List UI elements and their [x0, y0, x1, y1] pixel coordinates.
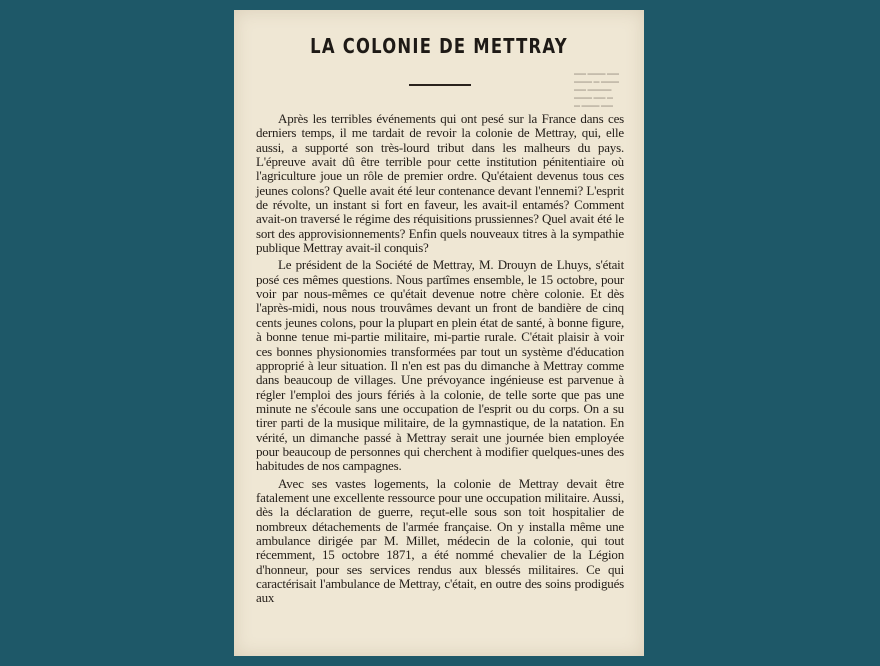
paragraph: Avec ses vastes logements, la colonie de Mettray devait être fatalement une excellente ressource pour une occupation militaire. Aussi, dès la déclaration de guerre, reçut-elle sous son toit hospitalier de nombreux détachements de l'armée française. On y installa même une ambulance dirigée par M. Millet, médecin de la colonie, qui tout récemment, 15 octobre 1871, a été nommé chevalier de la Légion d'honneur, pour ses services rendus aux blessés militaires. Ce qui caractérisait l'ambulance de Mettray, c'était, en outre des soins prodigués aux: [256, 475, 624, 606]
paragraph: Le président de la Société de Mettray, M. Drouyn de Lhuys, s'était posé ces mêmes questions. Nous partîmes ensemble, le 15 octobre, pour voir par nous-mêmes ce qu'était devenue notre chère colonie. Et dès l'après-midi, nous nous trouvâmes devant un front de bandière de cinq cents jeunes colons, pour la plupart en plein état de santé, à bonne figure, à bonne tenue mi-partie militaire, mi-partie rurale. C'était plaisir à voir ces bonnes physionomies transformées par tout un système d'éducation approprié à leur situation. Il n'en est pas du dimanche à Mettray comme dans beaucoup de villages. Une prévoyance ingénieuse est parvenue à régler l'emploi des jours fériés à la colonie, de telle sorte que pas une minute ne s'écoule sans une occupation de l'esprit ou du corps. On a su tirer parti de la musique militaire, de la gymnastique, de la natation. En vérité, un dimanche passé à Mettray serait une journée bien employée pour beaucoup de personnes qui cherchent à modifier quelques-unes des habitudes de nos campagnes.: [256, 257, 624, 474]
newspaper-clipping: [234, 10, 644, 656]
bleed-through-text: ▬▬ ▬▬▬ ▬▬ ▬▬▬ ▬ ▬▬▬ ▬▬ ▬▬▬▬ ▬▬▬ ▬▬ ▬ ▬ ▬▬▬ ▬▬: [574, 71, 619, 109]
article-title: LA COLONIE DE METTRAY: [310, 34, 568, 58]
paragraph: Après les terribles événements qui ont pesé sur la France dans ces derniers temps, il me tardait de revoir la colonie de Mettray, qui, elle aussi, a supporté son très-lourd tribut dans les malheurs du pays. L'épreuve avait dû être terrible pour cette institution pénitentiaire où l'agriculture joue un rôle de premier ordre. Qu'étaient devenus tous ces jeunes colons? Quelle avait été leur contenance devant l'ennemi? L'esprit de révolte, un instant si fort en faveur, les avait-il entamés? Comment avait-on traversé le régime des réquisitions prussiennes? Quel avait été le sort des approvisionnements? Enfin quels nouveaux titres à la sympathie publique Mettray avait-il conquis?: [256, 111, 624, 256]
title-rule: [409, 84, 471, 86]
article-body: [256, 112, 624, 606]
